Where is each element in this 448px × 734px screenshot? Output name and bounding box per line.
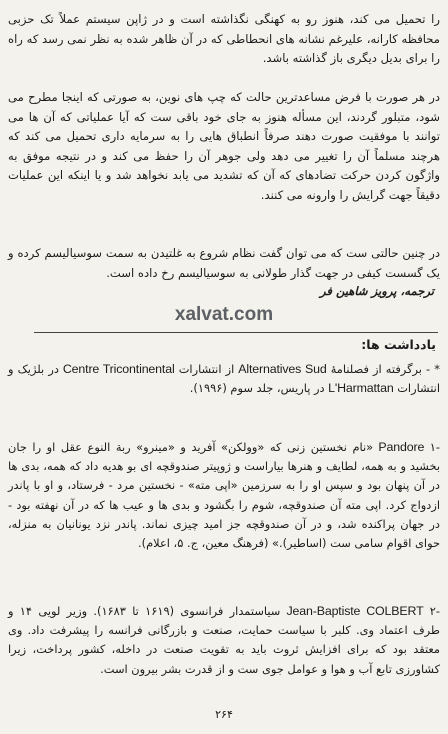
footnote-2 xyxy=(8,602,440,679)
notes-heading: یادداشت ها: xyxy=(361,337,436,352)
note-latin-term: Pandore xyxy=(378,440,425,454)
note-latin-term: L'Harmattan xyxy=(328,381,394,396)
note-latin-term: Centre Tricontinental xyxy=(62,362,175,376)
body-paragraph-1: را تحمیل می کند، هنوز رو به کهنگی نگذاشته است و در ژاپن سیستم عملاً تک حزبی محافظه کارانه، علیرغم نشانه های انحطاطی که در آن ظاهر شده به نظر نمی رسد که راه را برای بدیل دیگری باز گذاشته باشد. xyxy=(8,12,440,66)
body-paragraph-2: در هر صورت با فرض مساعدترین حالت که چپ های نوین، به صورتی که اینجا مطرح می شود، متبلور گردند، این مسأله هنوز به جای خود باقی ست که آیا عملیاتی که آن ها می توانند با موفقیت صورت دهند صرفاً انطباق هایی را به سرمایه داری تحمیل می کند که هرچند مسلماً آن را تغییر می دهد ولی جوهر آن را حفظ می کند و در نتیجه موفق به واژگون کردن حرکت تضادهای که آن که تشدید می یابد نخواهد شد و یا اینکه این عملیات دقیقاً جهت گرایش را وارونه می کنند. xyxy=(8,90,440,202)
watermark: xalvat.com xyxy=(174,304,274,325)
note-latin-term: Alternatives Sud xyxy=(238,362,327,376)
note-text: سیاستمدار فرانسوی (۱۶۱۹ تا ۱۶۸۳). وزیر لویی ۱۴ و طرف اعتماد وی. کلبر با سیاست حمایت، صنعت و بازرگانی فرانسه را پیشرفت داد. وی معتقد بود که برای افزایش ثروت باید به تقویت صنعت در داخله، کشور پرداخت، زیرا کشاورزی تابع آب و هوا و عوامل جوی ست و از قدرت بشر بیرون است. xyxy=(8,604,440,676)
note-number: -۲ xyxy=(429,604,441,618)
translator-credit: ترجمه، پرویز شاهین فر xyxy=(319,284,434,298)
footnote-1 xyxy=(8,438,440,553)
note-text: «نام نخستین زنی که «وولکن» آفرید و «مینرو» ربة النوع عقل او را جان بخشید و به همه، لطایف و هنرها بیاراست و ژوپیتر صندوقچه ای بو هدیه داد که همه، بدی ها در آن پنهان بود و سپس او را به سرزمین «اپی مته» - نخستین مرد - فرستاد، و او با پاندر ازدواج کرد. اپی مته آن صندوقچه، شوم را بگشود و بدی ها و عیب ها که در آن نهفته بود - در جهان پراکنده شد، و در آن صندوقچه جز امید چیزی نماند. پاندر نزد یونانیان به منزله، حوای اقوام سامی ست (اساطیر).» (فرهنگ معین، ج. ۵، اعلام). xyxy=(8,440,440,551)
body-paragraph-3: در چنین حالتی ست که می توان گفت نظام شروع به غلتیدن به سمت سوسیالیسم کرده و یک گسست کیفی در جهت گذار طولانی به سوسیالیسم رخ داده است. xyxy=(8,246,440,280)
note-text: * - برگرفته از فصلنامهٔ xyxy=(330,362,440,376)
note-latin-term: Jean-Baptiste COLBERT xyxy=(286,604,424,618)
note-text: از انتشارات xyxy=(178,362,235,376)
footnote-star xyxy=(8,360,440,398)
note-text: در بلژیک و انتشارات xyxy=(8,362,440,396)
note-text: در پاریس، جلد سوم (۱۹۹۶). xyxy=(189,381,325,396)
footnote-divider xyxy=(34,332,438,333)
page-number: ۲۶۴ xyxy=(215,708,233,721)
note-number: -۱ xyxy=(429,440,440,454)
